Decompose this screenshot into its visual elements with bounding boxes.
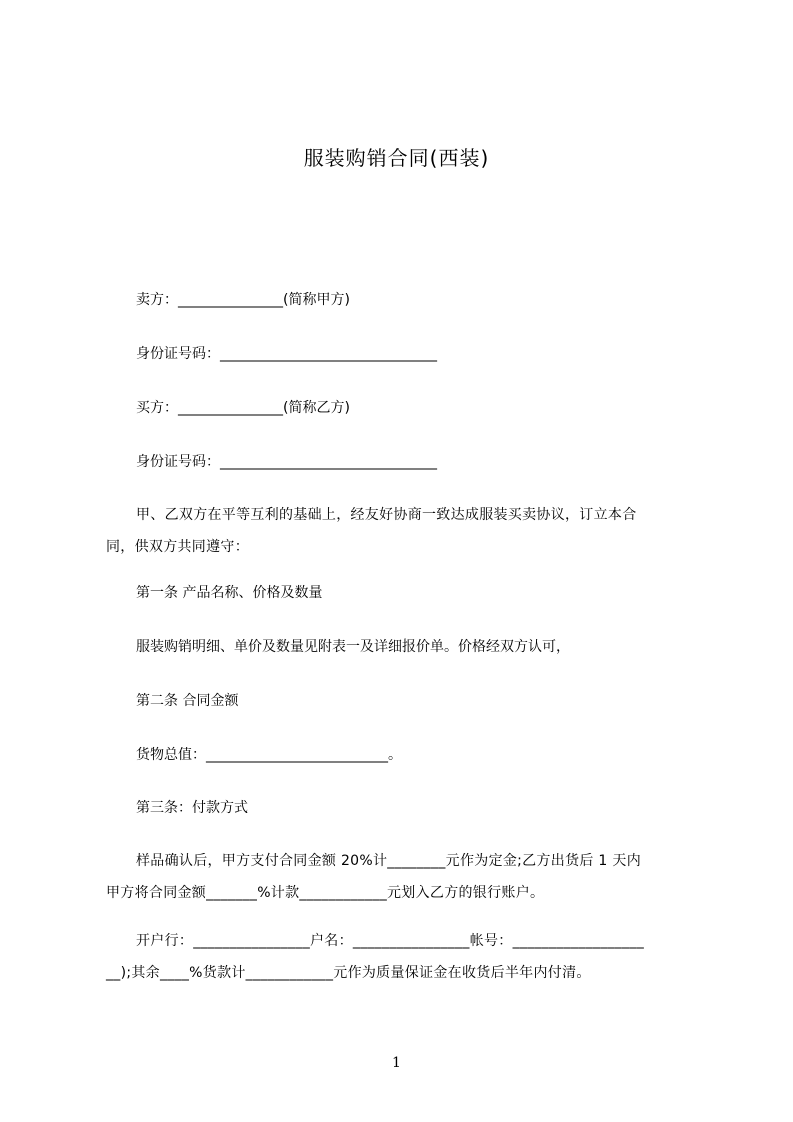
intro-paragraph	[106, 499, 702, 563]
buyer-id-line: 身份证号码：_______________________________	[136, 454, 437, 470]
payment-paragraph	[106, 845, 702, 909]
page-number: 1	[392, 1055, 401, 1071]
bank-paragraph	[106, 925, 702, 989]
buyer-line: 买方：_______________(简称乙方)	[136, 400, 350, 416]
article-1-body: 服装购销明细、单价及数量见附表一及详细报价单。价格经双方认可，	[136, 639, 570, 655]
seller-line: 卖方：_______________(简称甲方)	[136, 292, 350, 308]
payment-line-1: 样品确认后，甲方支付合同金额 20%计________元作为定金;乙方出货后 1 天内	[136, 853, 641, 869]
bank-line-2: __);其余____%货款计____________元作为质量保证金在收货后半年内付清。	[106, 965, 591, 981]
document-title: 服装购销合同(西装)	[303, 146, 490, 170]
article-1-heading: 第一条 产品名称、价格及数量	[136, 585, 323, 601]
article-3-heading: 第三条：付款方式	[136, 800, 248, 816]
article-2-heading: 第二条 合同金额	[136, 693, 239, 709]
bank-line-1: 开户行：________________户名：________________帐号：__________________	[136, 933, 644, 949]
intro-line-1: 甲、乙双方在平等互利的基础上，经友好协商一致达成服装买卖协议，订立本合	[136, 507, 637, 523]
article-2-body: 货物总值：__________________________。	[136, 747, 402, 763]
seller-id-line: 身份证号码：_______________________________	[136, 346, 437, 362]
intro-line-2: 同，供双方共同遵守：	[106, 539, 249, 555]
payment-line-2: 甲方将合同金额_______%计款____________元划入乙方的银行账户。	[106, 885, 545, 901]
